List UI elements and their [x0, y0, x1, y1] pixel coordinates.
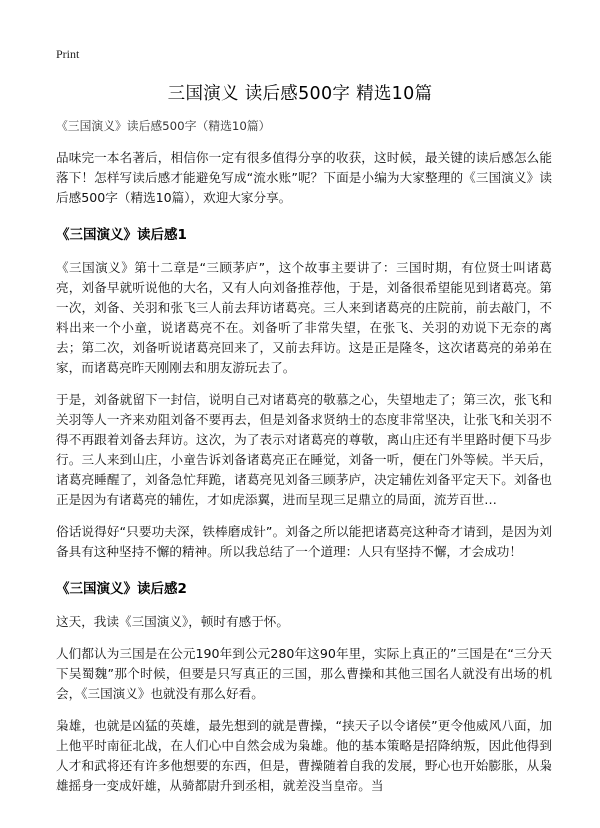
section-paragraph: 《三国演义》第十二章是“三顾茅庐”，这个故事主要讲了：三国时期，有位贤士叫诸葛亮，刘备早就听说他的大名，又有人向刘备推荐他，于是，刘备很希望能见到诸葛亮。第一次，刘备、关羽和张飞三人前去拜访诸葛亮。三人来到诸葛亮的庄院前，前去敲门，不料出来一个小童，说诸葛亮不在。刘备听了非常失望，在张飞、关羽的劝说下无奈的离去；第二次，刘备听说诸葛亮回来了，又前去拜访。这是正是隆冬，这次诸葛亮的弟弟在家，而诸葛亮昨天刚刚去和朋友游玩去了。 [56, 260, 552, 375]
section-paragraph: 于是，刘备就留下一封信，说明自己对诸葛亮的敬慕之心，失望地走了；第三次，张飞和关羽等人一齐来劝阻刘备不要再去，但是刘备求贤纳士的态度非常坚决，让张飞和关羽不得不再跟着刘备去拜访。这次，为了表示对诸葛亮的尊敬，离山庄还有半里路时便下马步行。三人来到山庄，小童告诉刘备诸葛亮正在睡觉，刘备一听，便在门外等候。半天后，诸葛亮睡醒了，刘备急忙拜跪，诸葛亮见刘备三顾茅庐，决定辅佐刘备平定天下。刘备也正是因为有诸葛亮的辅佐，才如虎添翼，进而呈现三足鼎立的局面，流芳百世… [56, 392, 552, 507]
article-subtitle: 《三国演义》读后感500字（精选10篇） [56, 119, 271, 133]
article-body [56, 118, 552, 808]
intro-paragraph: 品味完一本名著后，相信你一定有很多值得分享的收获，这时候，最关键的读后感怎么能落下！怎样写读后感才能避免写成“流水账”呢？下面是小编为大家整理的《三国演义》读后感500字（精选10篇），欢迎大家分享。 [56, 150, 552, 205]
section-paragraph: 枭雄，也就是凶猛的英雄，最先想到的就是曹操，“挟天子以令诸侯”更令他威风八面，加上他平时南征北战，在人们心中自然会成为枭雄。他的基本策略是招降纳叛，因此他得到人才和武将还有许多他想要的东西，但是，曹操随着自我的发展，野心也开始膨胀，从枭雄摇身一变成奸雄，从骑都尉升到丞相，就差没当皇帝。当 [56, 718, 552, 793]
section-paragraph: 这天，我读《三国演义》，顿时有感于怀。 [56, 614, 289, 629]
print-link[interactable]: Print [56, 47, 80, 61]
section-paragraph: 俗话说得好“只要功夫深，铁棒磨成针”。刘备之所以能把诸葛亮这种奇才请到，是因为刘备具有这种坚持不懈的精神。所以我总结了一个道理：人只有坚持不懈，才会成功！ [56, 524, 552, 559]
page-title: 三国演义 读后感500字 精选10篇 [167, 84, 433, 104]
section-heading: 《三国演义》读后感2 [56, 581, 187, 597]
section-heading: 《三国演义》读后感1 [56, 227, 187, 243]
section-paragraph: 人们都认为三国是在公元190年到公元280年这90年里，实际上真正的”三国是在“三分天下吴蜀魏”那个时候，但要是只写真正的三国，那么曹操和其他三国名人就没有出场的机会，《三国演义》也就没有那么好看。 [56, 646, 552, 701]
